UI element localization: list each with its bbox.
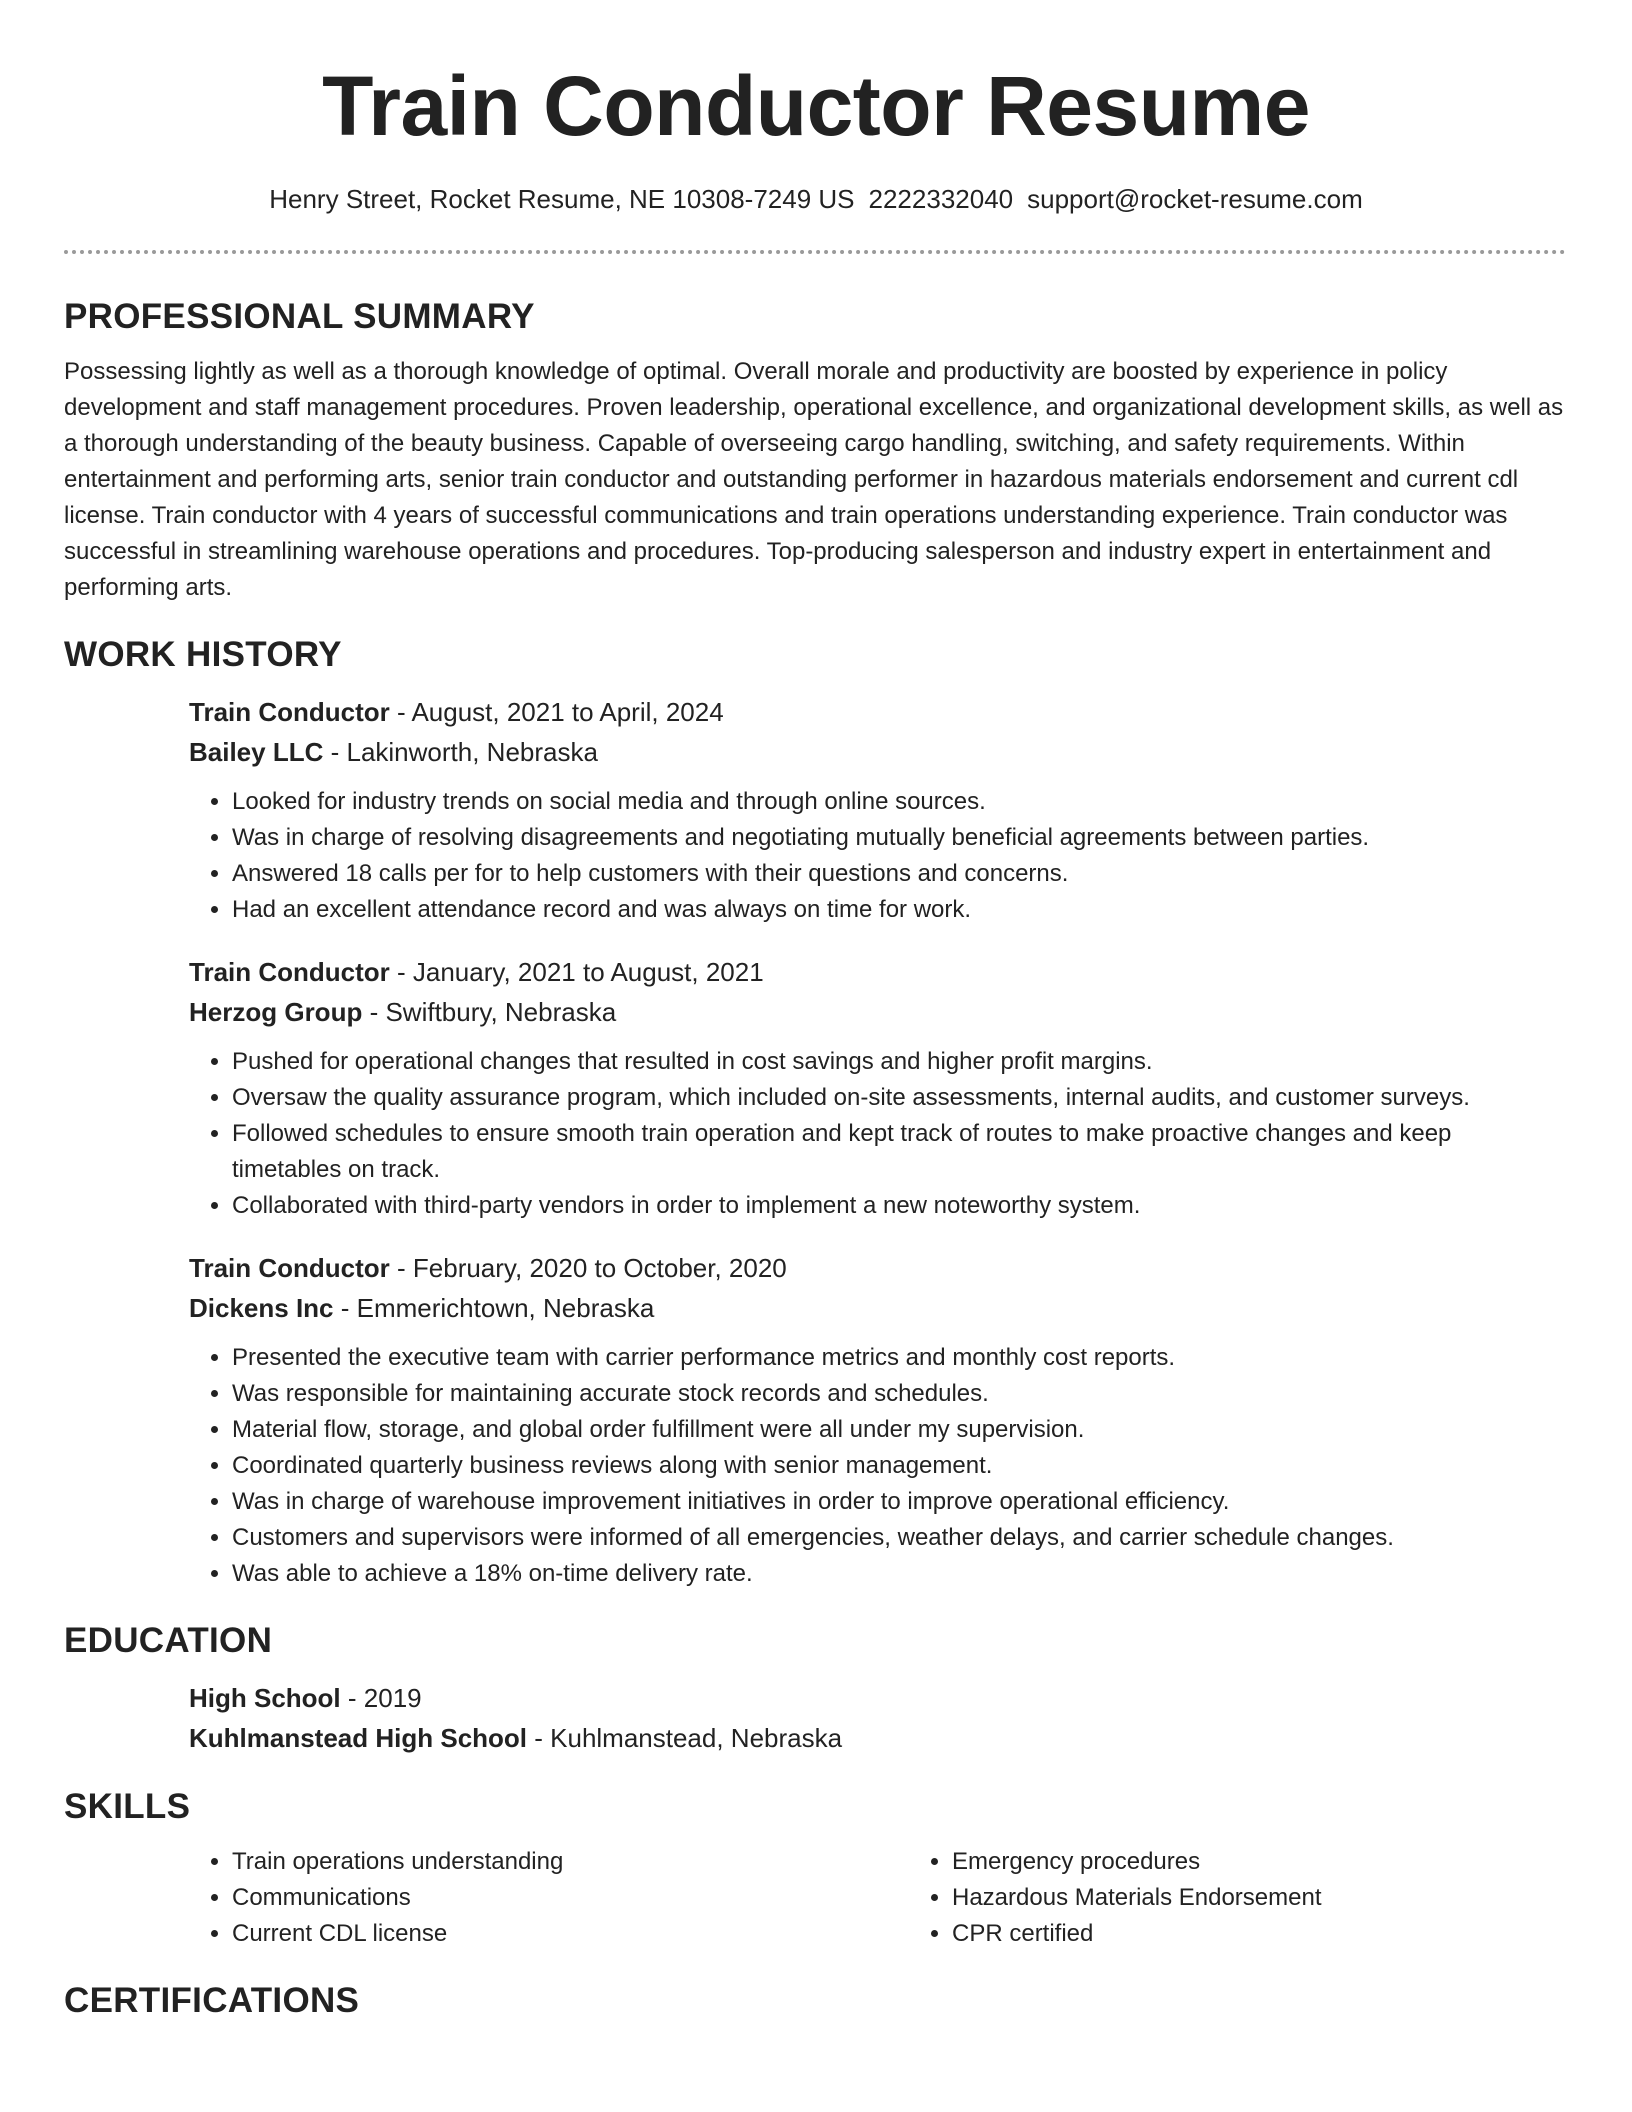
- skills-grid: [189, 1844, 1566, 1952]
- resume-title: Train Conductor Resume: [322, 59, 1310, 153]
- job-entry: [189, 952, 1566, 1224]
- skill-item: • Emergency procedures: [952, 1844, 1629, 1880]
- job-location: - Swiftbury, Nebraska: [362, 997, 617, 1027]
- skill-item: • Communications: [232, 1880, 909, 1916]
- skills-heading: SKILLS: [64, 1787, 191, 1826]
- job-bullet: • Had an excellent attendance record and was always on time for work.: [232, 892, 1566, 928]
- job-bullets: [189, 1340, 1566, 1592]
- job-bullet: • Was able to achieve a 18% on-time delivery rate.: [232, 1556, 1566, 1592]
- job-location: - Lakinworth, Nebraska: [323, 737, 598, 767]
- job-bullet: • Was responsible for maintaining accurate stock records and schedules.: [232, 1376, 1566, 1412]
- job-bullets: [189, 784, 1566, 928]
- education-entry: [189, 1678, 1566, 1758]
- skills-column-right: [909, 1844, 1629, 1952]
- skill-item: • Current CDL license: [232, 1916, 909, 1952]
- job-bullet: • Coordinated quarterly business reviews along with senior management.: [232, 1448, 1566, 1484]
- job-bullet: • Presented the executive team with carrier performance metrics and monthly cost reports.: [232, 1340, 1566, 1376]
- job-bullet: • Customers and supervisors were informed of all emergencies, weather delays, and carrier schedule changes.: [232, 1520, 1566, 1556]
- certifications-heading: CERTIFICATIONS: [64, 1981, 360, 2020]
- job-company-line: [189, 1288, 1566, 1328]
- job-bullet: • Material flow, storage, and global order fulfillment were all under my supervision.: [232, 1412, 1566, 1448]
- job-bullet: • Pushed for operational changes that resulted in cost savings and higher profit margins.: [232, 1044, 1566, 1080]
- job-bullet: • Collaborated with third-party vendors in order to implement a new noteworthy system.: [232, 1188, 1566, 1224]
- job-bullet: • Was in charge of resolving disagreements and negotiating mutually beneficial agreements between parties.: [232, 820, 1566, 856]
- job-dates: - February, 2020 to October, 2020: [389, 1253, 787, 1283]
- skill-item: • CPR certified: [952, 1916, 1629, 1952]
- job-title-line: [189, 1248, 1566, 1288]
- skill-item: • Train operations understanding: [232, 1844, 909, 1880]
- contact-email: support@rocket-resume.com: [1027, 184, 1363, 214]
- contact-address: Henry Street, Rocket Resume, NE 10308-7249 US: [269, 184, 855, 214]
- job-company-line: [189, 732, 1566, 772]
- job-company: Herzog Group: [189, 997, 363, 1027]
- header-divider: [64, 250, 1566, 254]
- job-title: Train Conductor: [189, 1253, 390, 1283]
- job-title-line: [189, 692, 1566, 732]
- job-bullet: • Answered 18 calls per for to help customers with their questions and concerns.: [232, 856, 1566, 892]
- education-location: - Kuhlmanstead, Nebraska: [527, 1723, 843, 1753]
- job-company-line: [189, 992, 1566, 1032]
- job-company: Bailey LLC: [189, 737, 324, 767]
- job-title-line: [189, 952, 1566, 992]
- job-bullet: • Oversaw the quality assurance program, which included on-site assessments, internal audits, and customer surveys.: [232, 1080, 1566, 1116]
- job-company: Dickens Inc: [189, 1293, 334, 1323]
- resume-content: [64, 292, 1566, 2038]
- job-entry: [189, 1248, 1566, 1592]
- skill-item: • Hazardous Materials Endorsement: [952, 1880, 1629, 1916]
- contact-phone: 2222332040: [868, 184, 1014, 214]
- summary-heading: PROFESSIONAL SUMMARY: [64, 297, 535, 336]
- education-degree-line: [189, 1678, 1566, 1718]
- job-bullet: • Was in charge of warehouse improvement initiatives in order to improve operational efficiency.: [232, 1484, 1566, 1520]
- education-year: - 2019: [340, 1683, 422, 1713]
- contact-line: [0, 181, 1632, 217]
- skills-column-left: [189, 1844, 909, 1952]
- job-dates: - January, 2021 to August, 2021: [389, 957, 764, 987]
- work-history-heading: WORK HISTORY: [64, 635, 342, 674]
- job-entry: [189, 692, 1566, 928]
- job-bullet: • Looked for industry trends on social media and through online sources.: [232, 784, 1566, 820]
- education-heading: EDUCATION: [64, 1621, 273, 1660]
- job-title: Train Conductor: [189, 697, 390, 727]
- education-school-line: [189, 1718, 1566, 1758]
- job-location: - Emmerichtown, Nebraska: [333, 1293, 655, 1323]
- education-school: Kuhlmanstead High School: [189, 1723, 528, 1753]
- summary-text: Possessing lightly as well as a thorough knowledge of optimal. Overall morale and productivity are boosted by experience in policy development and staff management procedures. Proven leadership, operational excellence, and organizational development skills, as well as a thorough understanding of the beauty business. Capable of overseeing cargo handling, switching, and safety requirements. Within entertainment and performing arts, senior train conductor and outstanding performer in hazardous materials endorsement and current cdl license. Train conductor with 4 years of successful communications and train operations understanding experience. Train conductor was successful in streamlining warehouse operations and procedures. Top-producing salesperson and industry expert in entertainment and performing arts.: [64, 358, 1564, 601]
- job-bullet: • Followed schedules to ensure smooth train operation and kept track of routes to make proactive changes and keep timetables on track.: [232, 1116, 1566, 1188]
- job-dates: - August, 2021 to April, 2024: [389, 697, 724, 727]
- job-title: Train Conductor: [189, 957, 390, 987]
- education-degree: High School: [189, 1683, 341, 1713]
- job-bullets: [189, 1044, 1566, 1224]
